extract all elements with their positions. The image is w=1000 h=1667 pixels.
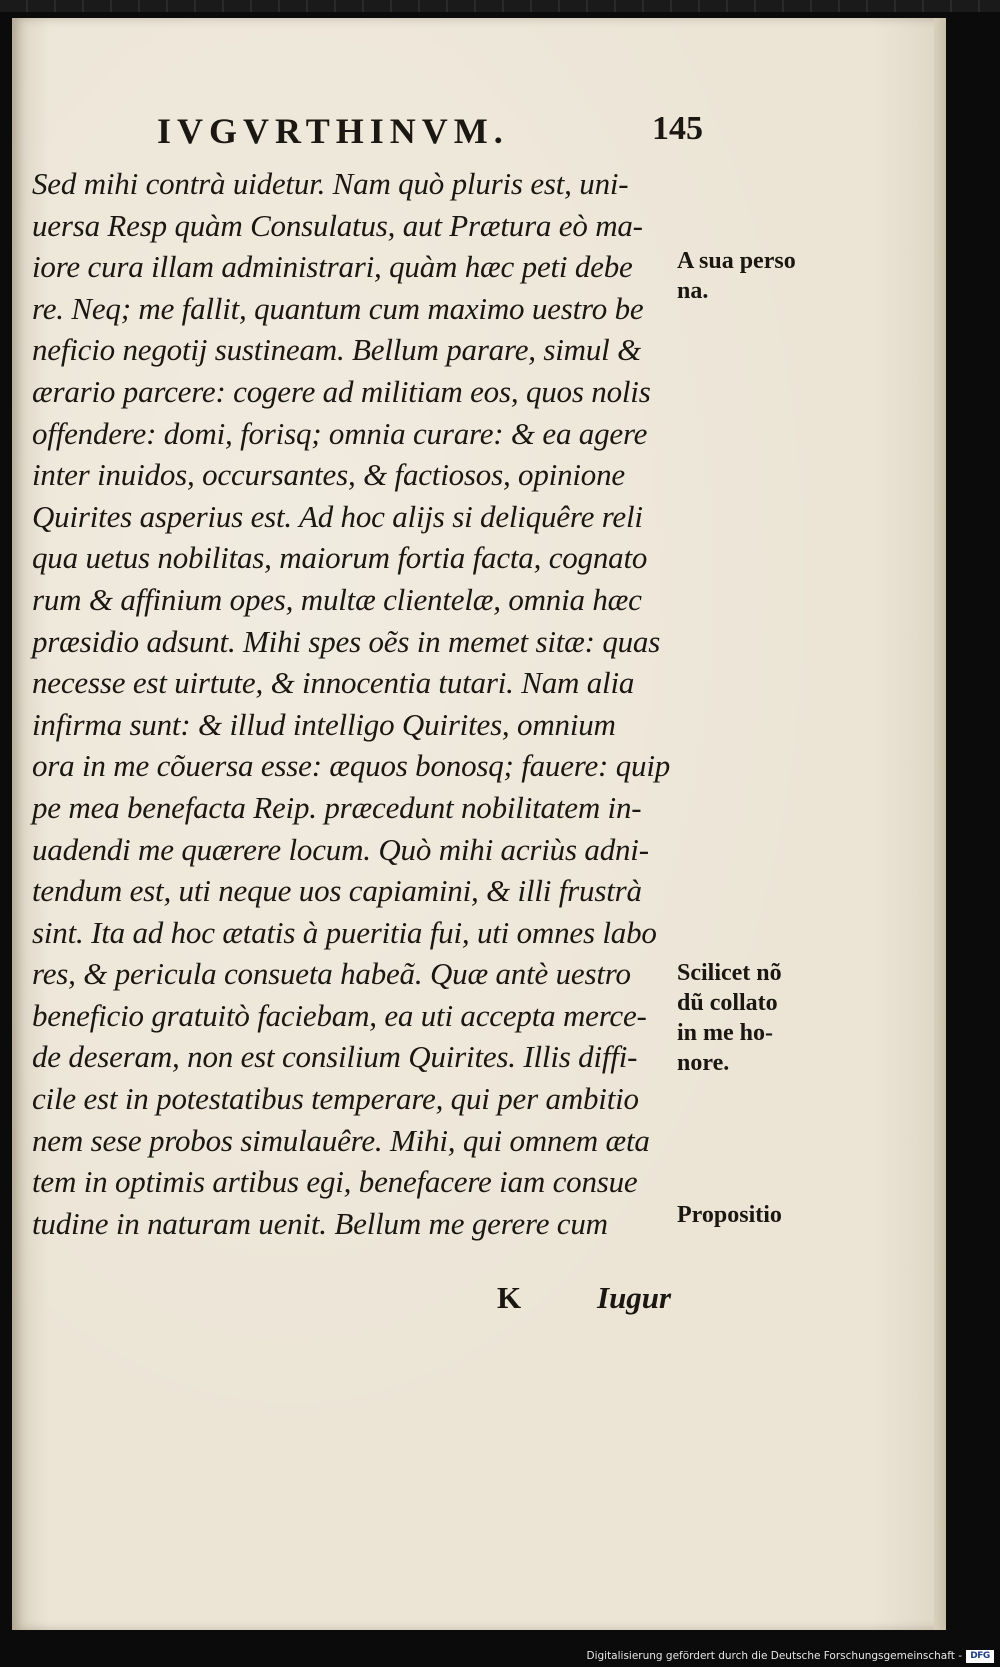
- text-line: ora in me cõuersa esse: æquos bonosq; fauere: quip: [32, 748, 671, 784]
- text-line: res, & pericula consueta habeã. Quæ antè uestro: [32, 956, 631, 992]
- text-line: uersa Resp quàm Consulatus, aut Prætura eò ma-: [32, 207, 643, 243]
- dfg-logo-icon: DFG: [966, 1650, 994, 1663]
- text-line: sint. Ita ad hoc ætatis à pueritia fui, uti omnes labo: [32, 914, 657, 950]
- text-line: cile est in potestatibus temperare, qui per ambitio: [32, 1081, 639, 1117]
- text-line: Quirites asperius est. Ad hoc alijs si deliquêre reli: [32, 498, 643, 534]
- page-edge: [934, 18, 946, 1630]
- margin-note-sua-persona: A sua perso na.: [677, 248, 796, 304]
- running-head: IVGVRTHINVM.: [157, 111, 509, 151]
- text-line: inter inuidos, occursantes, & factiosos, opinione: [32, 457, 625, 493]
- text-line: necesse est uirtute, & innocentia tutari. Nam alia: [32, 665, 635, 701]
- viewer-top-strip: [0, 0, 1000, 12]
- signature-mark: K: [497, 1280, 522, 1315]
- text-line: iore cura illam administrari, quàm hæc peti debe: [32, 249, 633, 285]
- text-line: præsidio adsunt. Mihi spes oẽs in memet sitæ: quas: [32, 623, 661, 659]
- text-line: infirma sunt: & illud intelligo Quirites, omnium: [32, 706, 616, 742]
- funding-credit: Digitalisierung gefördert durch die Deutsche Forschungsgemeinschaft -: [586, 1650, 962, 1662]
- footer-bar: [0, 1648, 1000, 1667]
- text-line: qua uetus nobilitas, maiorum fortia facta, cognato: [32, 540, 648, 576]
- text-line: tendum est, uti neque uos capiamini, & illi frustrà: [32, 873, 642, 909]
- scanned-page: [12, 18, 946, 1630]
- text-line: offendere: domi, forisq; omnia curare: & ea agere: [32, 415, 648, 451]
- margin-note-scilicet: Scilicet nõ dũ collato in me ho- nore.: [677, 960, 782, 1076]
- text-line: nem sese probos simulauêre. Mihi, qui omnem æta: [32, 1122, 650, 1158]
- text-line: tem in optimis artibus egi, benefacere iam consue: [32, 1164, 638, 1200]
- text-line: tudine in naturam uenit. Bellum me gerere cum: [32, 1205, 608, 1241]
- text-line: uadendi me quærere locum. Quò mihi acriùs adni-: [32, 831, 649, 867]
- body-text: [32, 163, 712, 1244]
- margin-note-propositio: Propositio: [677, 1202, 782, 1228]
- catchword: Iugur: [597, 1280, 672, 1315]
- text-line: beneficio gratuitò faciebam, ea uti accepta merce-: [32, 997, 647, 1033]
- text-line: re. Neq; me fallit, quantum cum maximo uestro be: [32, 290, 644, 326]
- page-number: 145: [652, 110, 703, 147]
- text-line: de deseram, non est consilium Quirites. Illis diffi-: [32, 1039, 638, 1075]
- text-line: neficio negotij sustineam. Bellum parare, simul &: [32, 332, 641, 368]
- text-line: rum & affinium opes, multæ clientelæ, omnia hæc: [32, 581, 642, 617]
- text-line: ærario parcere: cogere ad militiam eos, quos nolis: [32, 373, 651, 409]
- text-line: pe mea benefacta Reip. præcedunt nobilitatem in-: [32, 789, 642, 825]
- text-line: Sed mihi contrà uidetur. Nam quò pluris est, uni-: [32, 166, 629, 201]
